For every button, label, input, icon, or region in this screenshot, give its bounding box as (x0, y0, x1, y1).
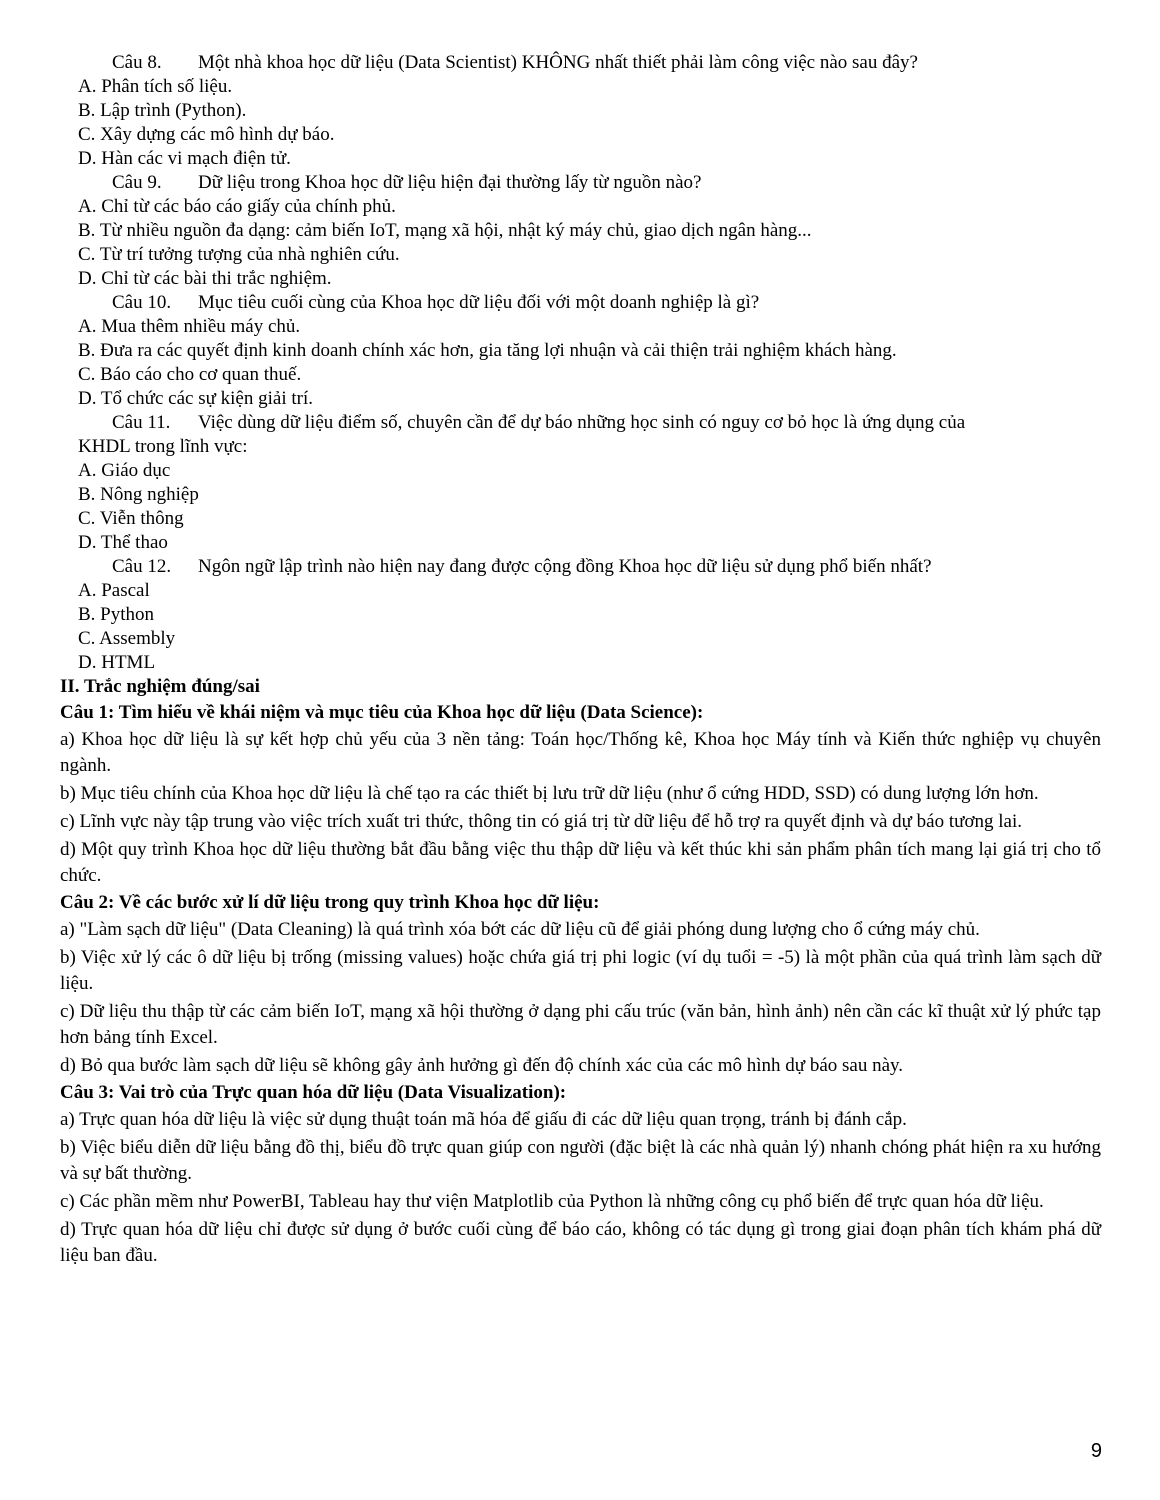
tf-statement: c) Lĩnh vực này tập trung vào việc trích xuất tri thức, thông tin có giá trị từ dữ liệu để hỗ trợ ra quyết định và dự báo tương lai. (60, 811, 1022, 832)
tf-question-title: Câu 1: Tìm hiểu về khái niệm và mục tiêu của Khoa học dữ liệu (Data Science): (60, 702, 704, 723)
tf-question-title: Câu 2: Về các bước xử lí dữ liệu trong quy trình Khoa học dữ liệu: (60, 892, 600, 913)
question-number: Câu 10. (112, 292, 172, 313)
tf-statement: a) "Làm sạch dữ liệu" (Data Cleaning) là quá trình xóa bớt các dữ liệu cũ để giải phóng dung lượng cho ổ cứng máy chủ. (60, 919, 980, 940)
option: D. Chỉ từ các bài thi trắc nghiệm. (78, 268, 332, 289)
tf-question-title: Câu 3: Vai trò của Trực quan hóa dữ liệu (Data Visualization): (60, 1082, 567, 1103)
option: A. Pascal (78, 580, 150, 601)
question-11 (78, 411, 1108, 435)
tf-statement: b) Mục tiêu chính của Khoa học dữ liệu là chế tạo ra các thiết bị lưu trữ dữ liệu (như ổ cứng HDD, SSD) có dung lượng lớn hơn. (60, 783, 1039, 804)
option: B. Từ nhiều nguồn đa dạng: cảm biến IoT, mạng xã hội, nhật ký máy chủ, giao dịch ngân hàng... (78, 220, 812, 241)
question-text: Mục tiêu cuối cùng của Khoa học dữ liệu đối với một doanh nghiệp là gì? (198, 292, 760, 313)
option: C. Assembly (78, 628, 176, 649)
question-10 (78, 291, 1108, 315)
option: A. Chỉ từ các báo cáo giấy của chính phủ. (78, 196, 396, 217)
tf-statement: a) Trực quan hóa dữ liệu là việc sử dụng thuật toán mã hóa để giấu đi các dữ liệu quan trọng, tránh bị đánh cắp. (60, 1109, 907, 1130)
question-text: Ngôn ngữ lập trình nào hiện nay đang được cộng đồng Khoa học dữ liệu sử dụng phổ biến nhất? (198, 556, 932, 577)
question-text: Một nhà khoa học dữ liệu (Data Scientist) KHÔNG nhất thiết phải làm công việc nào sau đây? (198, 52, 918, 73)
multiple-choice-section (78, 51, 1108, 675)
option: C. Từ trí tưởng tượng của nhà nghiên cứu. (78, 244, 400, 265)
option: C. Xây dựng các mô hình dự báo. (78, 124, 335, 145)
section-heading: II. Trắc nghiệm đúng/sai (60, 676, 260, 697)
question-8 (78, 51, 1108, 75)
question-number: Câu 9. (112, 172, 162, 193)
option: D. Hàn các vi mạch điện tử. (78, 148, 291, 169)
option: B. Đưa ra các quyết định kinh doanh chính xác hơn, gia tăng lợi nhuận và cải thiện trải nghiệm khách hàng. (78, 340, 897, 361)
option: A. Mua thêm nhiều máy chủ. (78, 316, 301, 337)
tf-statement: b) Việc biểu diễn dữ liệu bằng đồ thị, biểu đồ trực quan giúp con người (đặc biệt là các nhà quản lý) nhanh chóng phát hiện ra xu hướng và sự bất thường. (60, 1137, 1101, 1184)
tf-statement: a) Khoa học dữ liệu là sự kết hợp chủ yếu của 3 nền tảng: Toán học/Thống kê, Khoa học Máy tính và Kiến thức nghiệp vụ chuyên ngành. (60, 729, 1101, 776)
option: D. Tổ chức các sự kiện giải trí. (78, 388, 313, 409)
page-number: 9 (1090, 1440, 1102, 1462)
option: B. Python (78, 604, 155, 625)
tf-statement: d) Một quy trình Khoa học dữ liệu thường bắt đầu bằng việc thu thập dữ liệu và kết thúc khi sản phẩm phân tích mang lại giá trị cho tổ chức. (60, 839, 1101, 886)
option: B. Lập trình (Python). (78, 100, 247, 121)
option: B. Nông nghiệp (78, 484, 199, 505)
option: D. HTML (78, 652, 156, 673)
question-number: Câu 11. (112, 412, 171, 433)
option: A. Giáo dục (78, 460, 171, 481)
option: C. Viễn thông (78, 508, 184, 529)
tf-statement: c) Các phần mềm như PowerBI, Tableau hay thư viện Matplotlib của Python là những công cụ phổ biến để trực quan hóa dữ liệu. (60, 1191, 1044, 1212)
tf-statement: b) Việc xử lý các ô dữ liệu bị trống (missing values) hoặc chứa giá trị phi logic (ví dụ tuổi = -5) là một phần của quá trình làm sạch dữ liệu. (60, 947, 1101, 994)
true-false-section (60, 675, 1101, 1271)
question-text-continued: KHDL trong lĩnh vực: (78, 436, 248, 457)
tf-statement: c) Dữ liệu thu thập từ các cảm biến IoT, mạng xã hội thường ở dạng phi cấu trúc (văn bản, hình ảnh) nên cần các kĩ thuật xử lý phức tạp hơn bảng tính Excel. (60, 1001, 1101, 1048)
question-number: Câu 12. (112, 556, 172, 577)
question-text: Dữ liệu trong Khoa học dữ liệu hiện đại thường lấy từ nguồn nào? (198, 172, 702, 193)
question-text: Việc dùng dữ liệu điểm số, chuyên cần để dự báo những học sinh có nguy cơ bỏ học là ứng dụng của (198, 412, 966, 433)
option: A. Phân tích số liệu. (78, 76, 233, 97)
question-12 (78, 555, 1108, 579)
tf-statement: d) Trực quan hóa dữ liệu chỉ được sử dụng ở bước cuối cùng để báo cáo, không có tác dụng gì trong giai đoạn phân tích khám phá dữ liệu ban đầu. (60, 1219, 1101, 1266)
question-number: Câu 8. (112, 52, 162, 73)
option: D. Thể thao (78, 532, 168, 553)
tf-statement: d) Bỏ qua bước làm sạch dữ liệu sẽ không gây ảnh hưởng gì đến độ chính xác của các mô hình dự báo sau này. (60, 1055, 904, 1076)
option: C. Báo cáo cho cơ quan thuế. (78, 364, 302, 385)
question-9 (78, 171, 1108, 195)
